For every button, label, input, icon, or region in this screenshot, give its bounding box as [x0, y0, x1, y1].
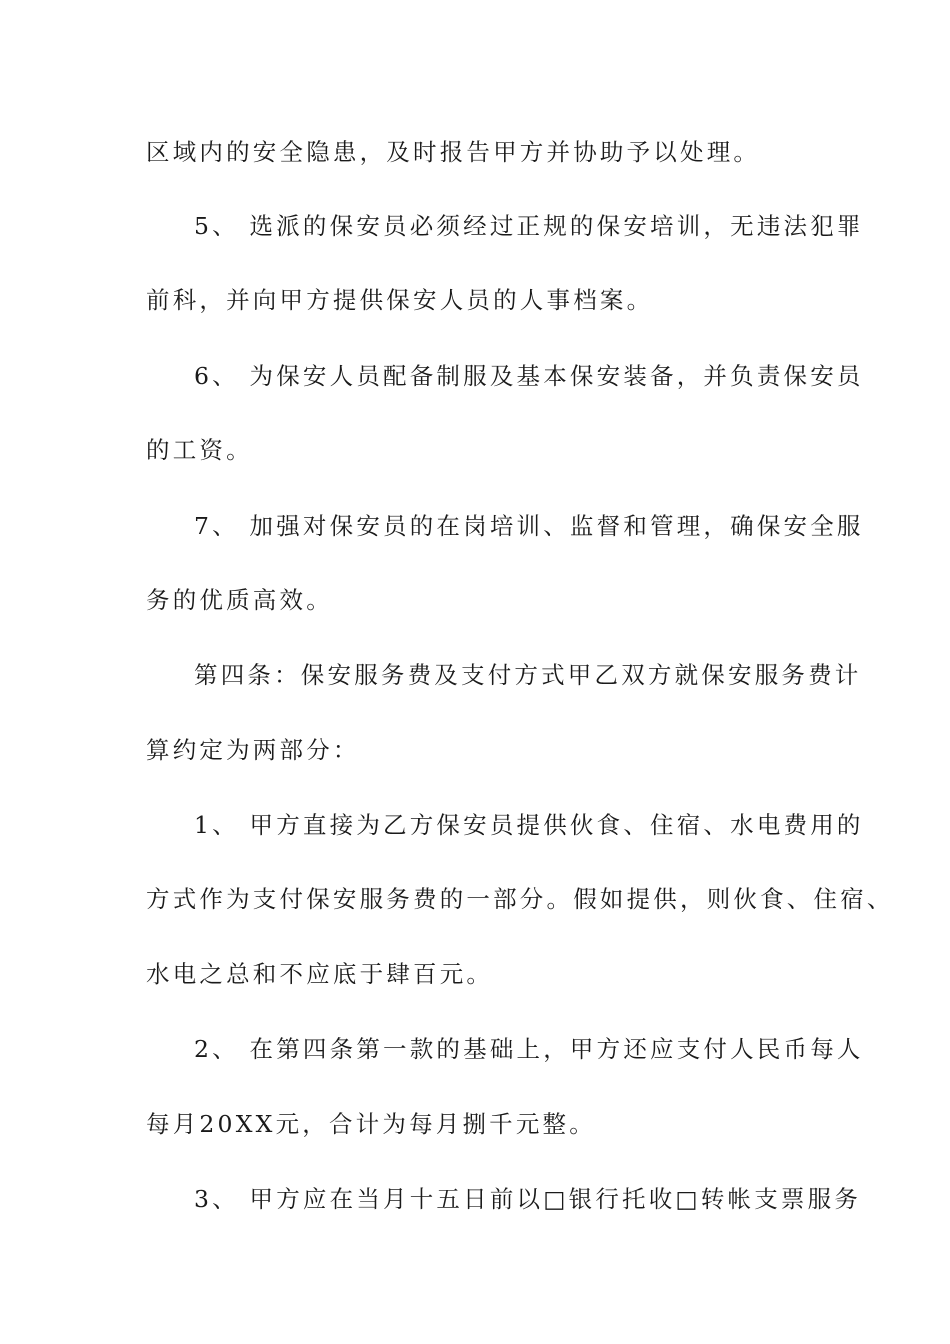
text-line: 水电之总和不应底于肆百元。 — [146, 960, 494, 988]
text-line: 区域内的安全隐患，及时报告甲方并协助予以处理。 — [146, 138, 761, 166]
text-line: 的工资。 — [146, 436, 253, 464]
text-line: 5、 选派的保安员必须经过正规的保安培训，无违法犯罪 — [194, 212, 864, 240]
text-line: 前科，并向甲方提供保安人员的人事档案。 — [146, 286, 654, 314]
text-line: 7、 加强对保安员的在岗培训、监督和管理，确保安全服 — [194, 512, 864, 540]
text-line: 算约定为两部分： — [146, 736, 360, 764]
text-line: 方式作为支付保安服务费的一部分。假如提供，则伙食、住宿、 — [146, 885, 894, 913]
text-line: 6、 为保安人员配备制服及基本保安装备，并负责保安员 — [194, 362, 864, 390]
text-line: 第四条：保安服务费及支付方式甲乙双方就保安服务费计 — [194, 661, 862, 689]
text-line: 1、 甲方直接为乙方保安员提供伙食、住宿、水电费用的 — [194, 811, 864, 839]
text-line: 2、 在第四条第一款的基础上，甲方还应支付人民币每人 — [194, 1035, 864, 1063]
text-line: 每月20XX元，合计为每月捌千元整。 — [146, 1110, 596, 1138]
text-line: 3、 甲方应在当月十五日前以□银行托收□转帐支票服务 — [194, 1185, 862, 1213]
text-line: 务的优质高效。 — [146, 586, 333, 614]
